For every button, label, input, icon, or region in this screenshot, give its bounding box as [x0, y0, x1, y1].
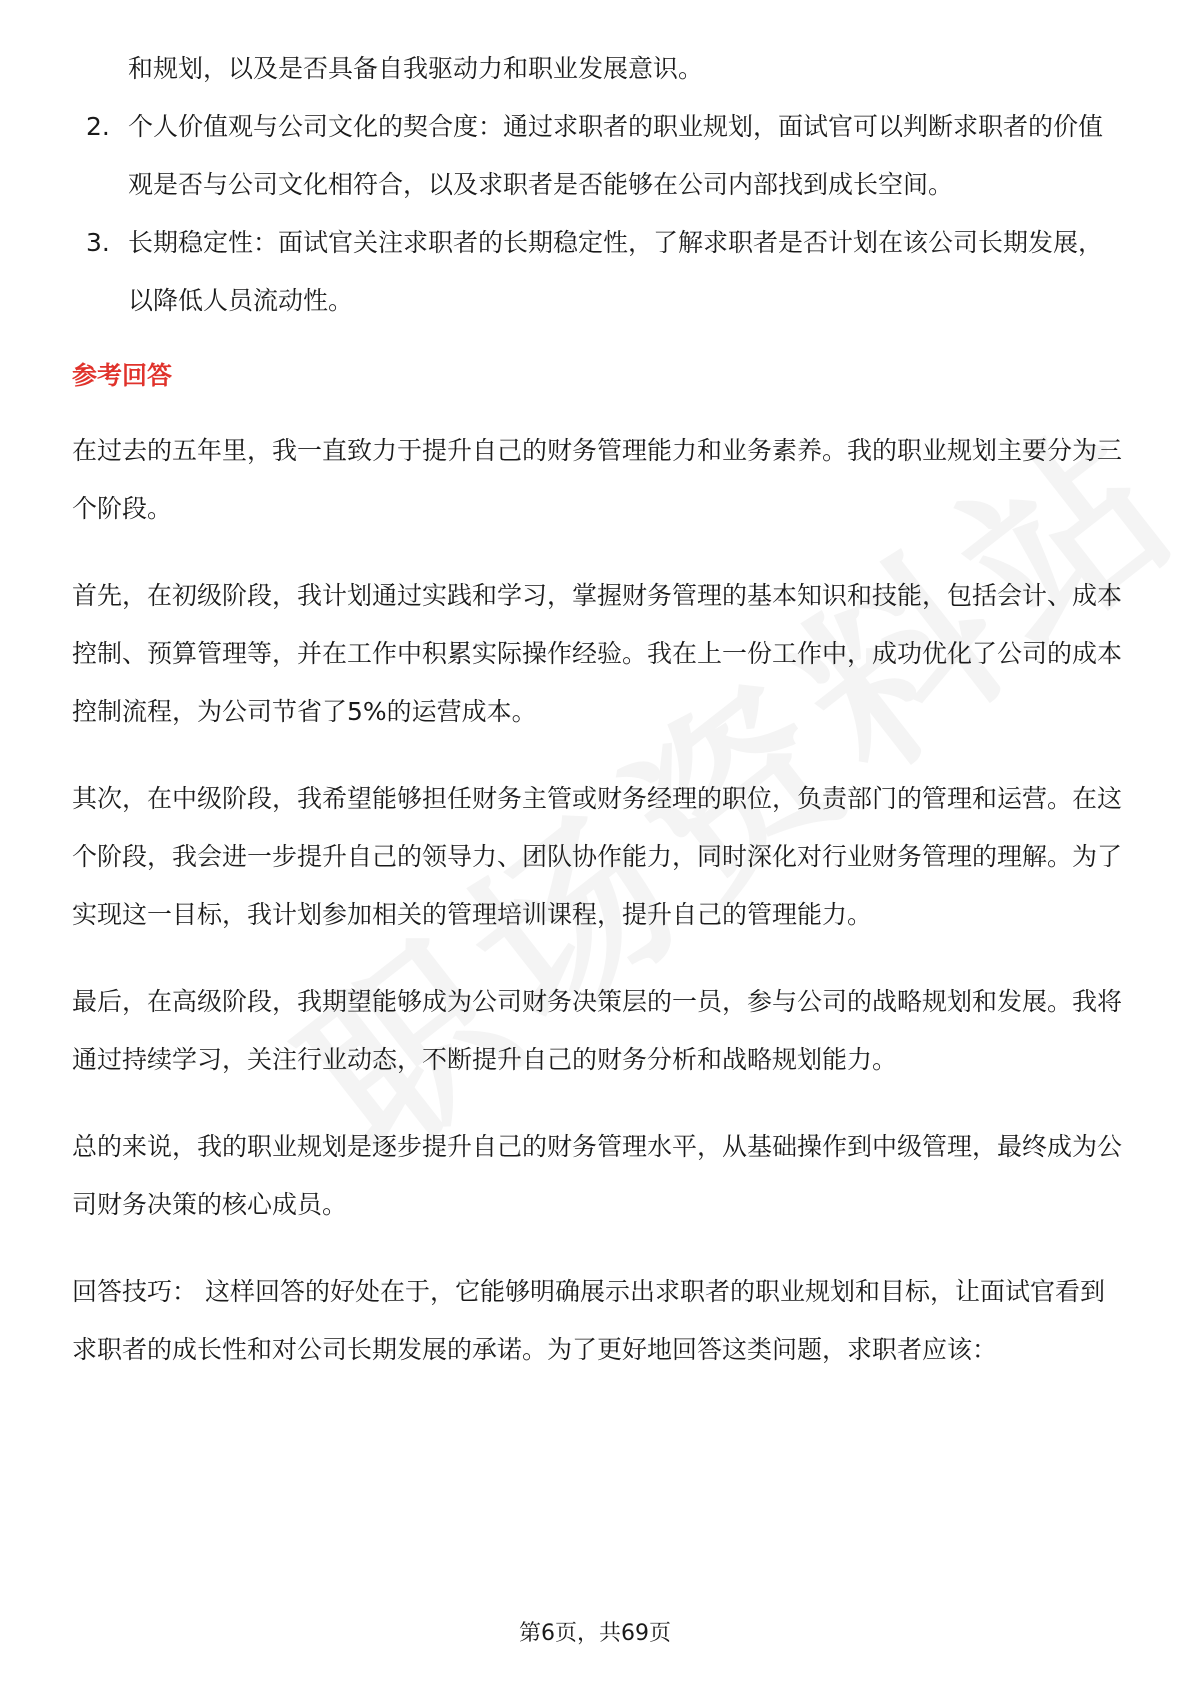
paragraph: 最后，在高级阶段，我期望能够成为公司财务决策层的一员，参与公司的战略规划和发展。我将通过持续学习，关注行业动态，不断提升自己的财务分析和战略规划能力。: [72, 987, 1123, 1074]
list-text: 个人价值观与公司文化的契合度：通过求职者的职业规划，面试官可以判断求职者的价值观是否与公司文化相符合，以及求职者是否能够在公司内部找到成长空间。: [128, 112, 1104, 199]
paragraph: 在过去的五年里，我一直致力于提升自己的财务管理能力和业务素养。我的职业规划主要分为三个阶段。: [72, 436, 1123, 523]
list-number: 2.: [86, 112, 110, 141]
paragraph: 回答技巧： 这样回答的好处在于，它能够明确展示出求职者的职业规划和目标，让面试官看到求职者的成长性和对公司长期发展的承诺。为了更好地回答这类问题，求职者应该：: [72, 1277, 1105, 1364]
paragraph: 其次，在中级阶段，我希望能够担任财务主管或财务经理的职位，负责部门的管理和运营。在这个阶段，我会进一步提升自己的领导力、团队协作能力，同时深化对行业财务管理的理解。为了实现这一目标，我计划参加相关的管理培训课程，提升自己的管理能力。: [72, 784, 1123, 929]
paragraph: 首先，在初级阶段，我计划通过实践和学习，掌握财务管理的基本知识和技能，包括会计、成本控制、预算管理等，并在工作中积累实际操作经验。我在上一份工作中，成功优化了公司的成本控制流程，为公司节省了5%的运营成本。: [72, 581, 1123, 726]
section-heading: 参考回答: [72, 361, 173, 390]
list-number: 3.: [86, 228, 110, 257]
list-item: [72, 214, 1122, 330]
document-body: [72, 40, 1122, 1408]
paragraph: 总的来说，我的职业规划是逐步提升自己的财务管理水平，从基础操作到中级管理，最终成为公司财务决策的核心成员。: [72, 1132, 1123, 1219]
list-text: 长期稳定性：面试官关注求职者的长期稳定性，了解求职者是否计划在该公司长期发展，以降低人员流动性。: [128, 228, 1104, 315]
continuation-line: 和规划，以及是否具备自我驱动力和职业发展意识。: [128, 54, 704, 83]
list-item: [72, 98, 1122, 214]
page-footer: 第6页，共69页: [519, 1621, 671, 1646]
